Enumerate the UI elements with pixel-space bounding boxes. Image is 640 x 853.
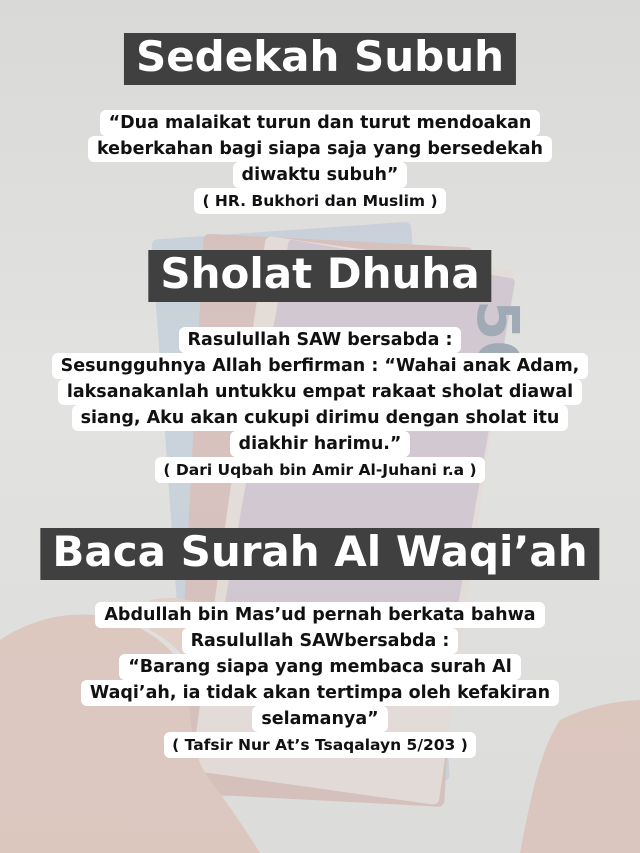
quote-line: keberkahan bagi siapa saja yang bersedekah — [88, 136, 552, 162]
quote-line: laksanakanlah untukku empat rakaat sholat diawal — [58, 379, 582, 405]
quote-source: ( Dari Uqbah bin Amir Al-Juhani r.a ) — [155, 457, 484, 483]
quote-line: Waqi’ah, ia tidak akan tertimpa oleh kefakiran — [81, 680, 559, 706]
quote-line: Abdullah bin Mas’ud pernah berkata bahwa — [95, 602, 544, 628]
quote-line: diakhir harimu.” — [230, 431, 411, 457]
quote-line: “Dua malaikat turun dan turut mendoakan — [100, 110, 541, 136]
section-heading-sedekah-subuh: Sedekah Subuh — [124, 33, 516, 85]
section-body-baca-surah-al-waqiah — [0, 602, 640, 758]
quote-line: selamanya” — [252, 706, 387, 732]
quote-line: siang, Aku akan cukupi dirimu dengan sholat itu — [72, 405, 569, 431]
section-body-sholat-dhuha — [0, 327, 640, 483]
quote-line: Sesungguhnya Allah berfirman : “Wahai anak Adam, — [52, 353, 589, 379]
quote-source: ( HR. Bukhori dan Muslim ) — [194, 188, 445, 214]
quote-source: ( Tafsir Nur At’s Tsaqalayn 5/203 ) — [164, 732, 476, 758]
quote-line: Rasulullah SAW bersabda : — [179, 327, 462, 353]
quote-line: diwaktu subuh” — [233, 162, 408, 188]
section-heading-baca-surah-al-waqiah: Baca Surah Al Waqi’ah — [40, 528, 599, 580]
quote-line: “Barang siapa yang membaca surah Al — [119, 654, 520, 680]
section-heading-sholat-dhuha: Sholat Dhuha — [148, 250, 491, 302]
quote-line: Rasulullah SAWbersabda : — [182, 628, 459, 654]
section-body-sedekah-subuh — [0, 110, 640, 214]
